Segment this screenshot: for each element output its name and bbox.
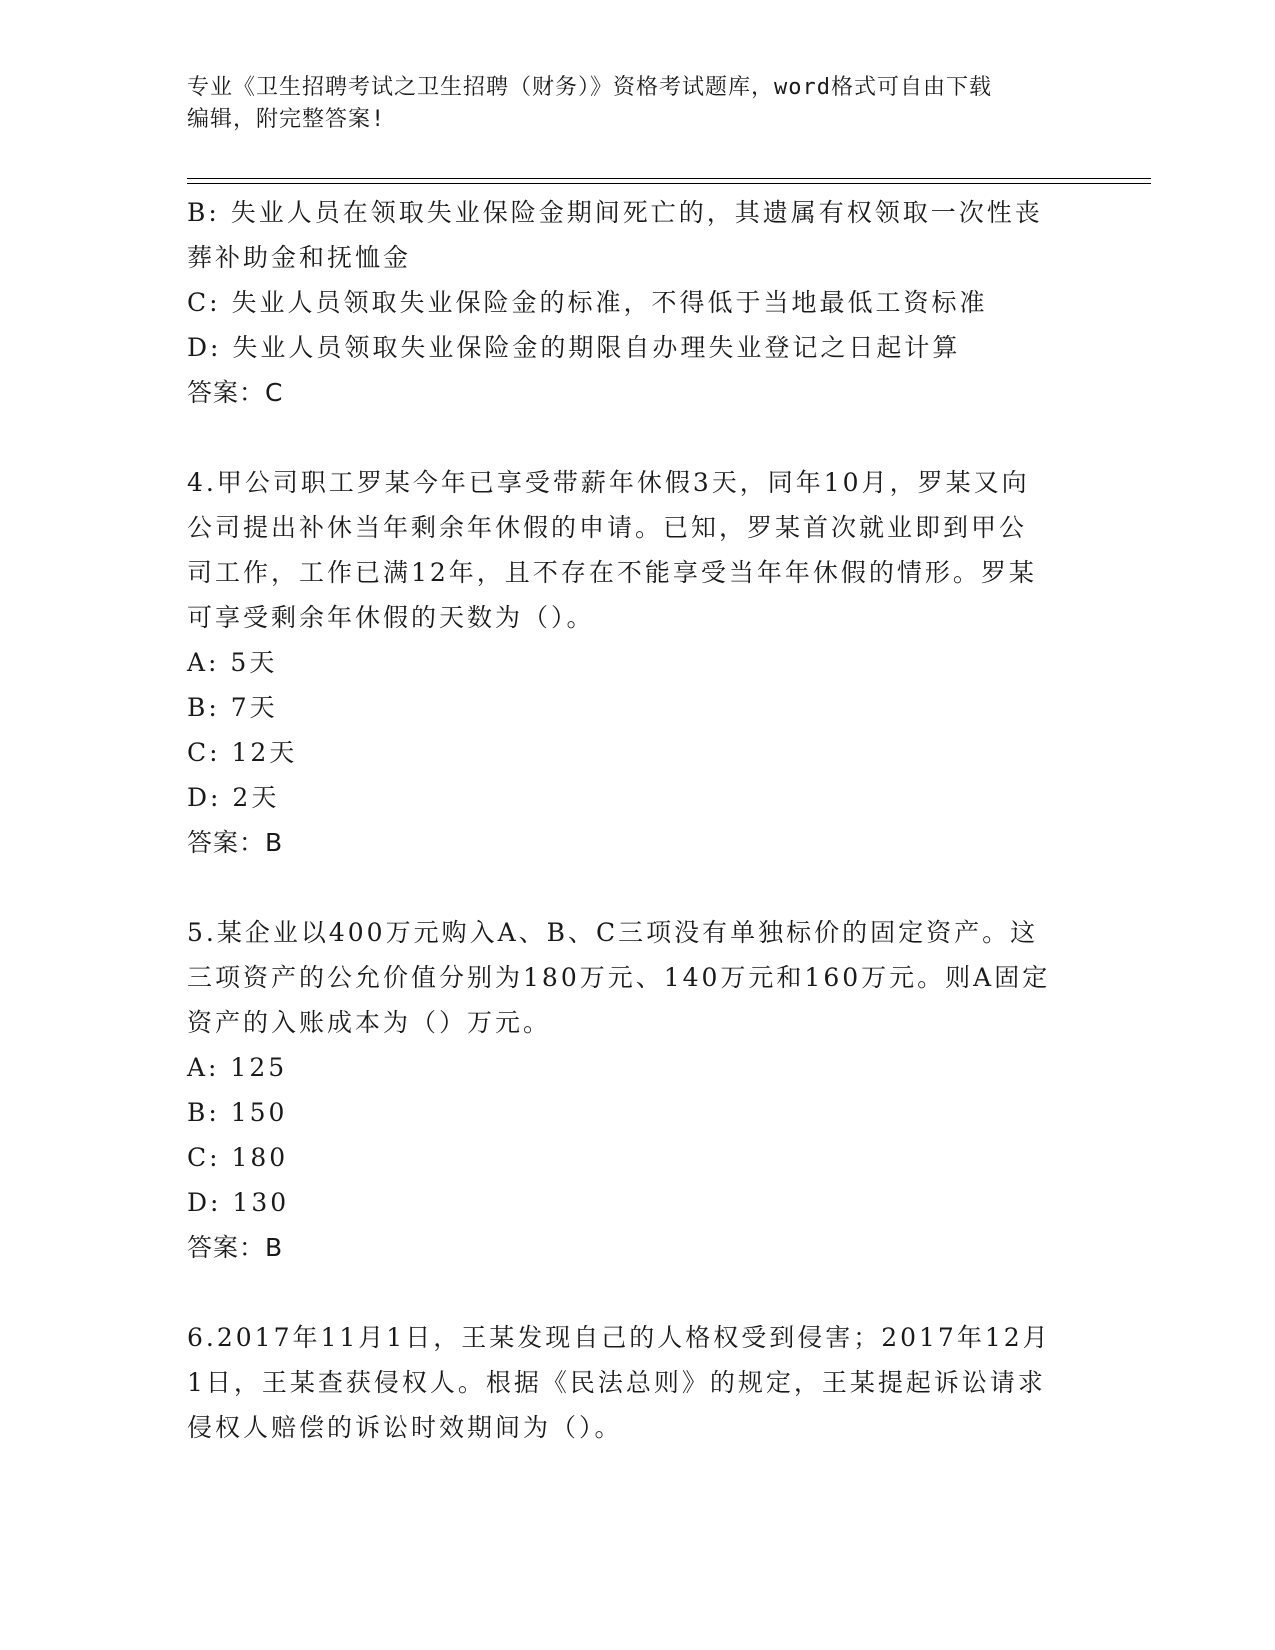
- document-header: [187, 72, 1087, 136]
- question-4-stem-line-1: 4.甲公司职工罗某今年已享受带薪年休假3天，同年10月，罗某又向: [187, 468, 1030, 497]
- question-4-option-d: D: 2天: [187, 783, 280, 812]
- spacer: [187, 1270, 1087, 1315]
- header-rule-bottom: [187, 183, 1151, 184]
- question-5-option-c: C: 180: [187, 1143, 289, 1172]
- question-4-option-a: A: 5天: [187, 648, 278, 677]
- spacer: [187, 415, 1087, 460]
- question-4-answer: 答案：B: [187, 828, 284, 857]
- question-4-option-c: C: 12天: [187, 738, 298, 767]
- question-3-option-b-line-1: B: 失业人员在领取失业保险金期间死亡的，其遗属有权领取一次性丧: [187, 198, 1043, 227]
- question-5-answer: 答案：B: [187, 1233, 284, 1262]
- question-3-option-c: C: 失业人员领取失业保险金的标准，不得低于当地最低工资标准: [187, 288, 988, 317]
- question-5-option-a: A: 125: [187, 1053, 288, 1082]
- header-line-2: 编辑，附完整答案!: [187, 107, 386, 132]
- question-5-block: [187, 910, 1087, 1270]
- question-4-block: [187, 460, 1087, 865]
- question-3-block: [187, 190, 1087, 415]
- question-4-option-b: B: 7天: [187, 693, 278, 722]
- question-5-option-b: B: 150: [187, 1098, 288, 1127]
- question-3-option-d: D: 失业人员领取失业保险金的期限自办理失业登记之日起计算: [187, 333, 961, 362]
- question-6-stem-line-2: 1日，王某查获侵权人。根据《民法总则》的规定，王某提起诉讼请求: [187, 1368, 1046, 1397]
- question-5-option-d: D: 130: [187, 1188, 290, 1217]
- question-6-stem-line-3: 侵权人赔偿的诉讼时效期间为（）。: [187, 1413, 623, 1442]
- question-5-stem-line-3: 资产的入账成本为（）万元。: [187, 1008, 552, 1037]
- spacer: [187, 865, 1087, 910]
- header-line-1: 专业《卫生招聘考试之卫生招聘（财务）》资格考试题库，word格式可自由下载: [187, 75, 992, 100]
- question-4-stem-line-4: 可享受剩余年休假的天数为（）。: [187, 603, 595, 632]
- question-3-answer: 答案：C: [187, 378, 284, 407]
- question-6-stem-line-1: 6.2017年11月1日，王某发现自己的人格权受到侵害；2017年12月: [187, 1323, 1051, 1352]
- header-rule-top: [187, 178, 1151, 179]
- question-5-stem-line-2: 三项资产的公允价值分别为180万元、140万元和160万元。则A固定: [187, 963, 1051, 992]
- question-3-option-b-line-2: 葬补助金和抚恤金: [187, 243, 412, 272]
- question-6-block: [187, 1315, 1087, 1450]
- question-4-stem-line-3: 司工作，工作已满12年，且不存在不能享受当年年休假的情形。罗某: [187, 558, 1037, 587]
- question-4-stem-line-2: 公司提出补休当年剩余年休假的申请。已知，罗某首次就业即到甲公: [187, 513, 1028, 542]
- question-5-stem-line-1: 5.某企业以400万元购入A、B、C三项没有单独标价的固定资产。这: [187, 918, 1039, 947]
- question-content: [187, 190, 1087, 1450]
